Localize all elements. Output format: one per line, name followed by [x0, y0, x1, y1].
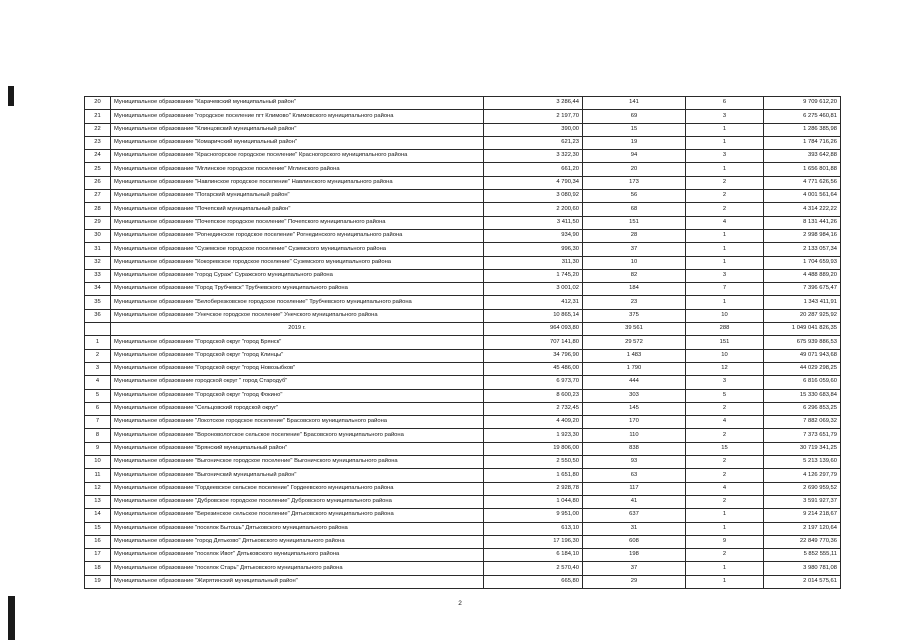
- area-value: 2 197,70: [484, 110, 583, 123]
- area-value: 10 865,14: [484, 309, 583, 322]
- table-row: [85, 376, 841, 389]
- population-value: 444: [583, 376, 686, 389]
- amount-value: 3 591 927,37: [764, 495, 841, 508]
- municipality-name: Муниципальное образование "Кокоревское городское поселение" Суземского муниципального района: [111, 256, 484, 269]
- population-value: 56: [583, 190, 686, 203]
- count-value: 3: [686, 376, 764, 389]
- row-number: 33: [85, 269, 111, 282]
- document-sheet: [84, 96, 840, 589]
- table-row: [85, 522, 841, 535]
- population-value: 28: [583, 229, 686, 242]
- row-number: 10: [85, 456, 111, 469]
- count-value: 5: [686, 389, 764, 402]
- amount-value: 393 642,88: [764, 150, 841, 163]
- population-value: 145: [583, 402, 686, 415]
- area-value: 3 322,30: [484, 150, 583, 163]
- row-number: 36: [85, 309, 111, 322]
- table-row: [85, 336, 841, 349]
- amount-value: 30 719 341,25: [764, 442, 841, 455]
- table-row: [85, 256, 841, 269]
- population-value: 173: [583, 176, 686, 189]
- amount-value: 4 001 561,64: [764, 190, 841, 203]
- area-value: 3 286,44: [484, 97, 583, 110]
- amount-value: 9 709 612,20: [764, 97, 841, 110]
- population-value: 151: [583, 216, 686, 229]
- amount-value: 1 704 659,93: [764, 256, 841, 269]
- municipality-name: Муниципальное образование "Белоберезковское городское поселение" Трубчевского муниципального района: [111, 296, 484, 309]
- population-value: 37: [583, 562, 686, 575]
- count-value: 4: [686, 482, 764, 495]
- page-number: 2: [458, 600, 462, 607]
- area-value: 45 486,00: [484, 362, 583, 375]
- municipality-name: Муниципальное образование "Городской округ "город Фокино": [111, 389, 484, 402]
- count-value: 1: [686, 136, 764, 149]
- table-row: [85, 229, 841, 242]
- row-number: 22: [85, 123, 111, 136]
- population-value: 838: [583, 442, 686, 455]
- count-value: 7: [686, 283, 764, 296]
- area-value: 390,00: [484, 123, 583, 136]
- municipality-table: [84, 96, 841, 589]
- row-number: 21: [85, 110, 111, 123]
- table-row: [85, 296, 841, 309]
- municipality-name: Муниципальное образование "Красногорское городское поселение" Красногорского муниципального района: [111, 150, 484, 163]
- population-value: 170: [583, 416, 686, 429]
- table-row: [85, 535, 841, 548]
- row-number: 4: [85, 376, 111, 389]
- area-value: 613,10: [484, 522, 583, 535]
- population-value: 29 572: [583, 336, 686, 349]
- amount-value: 5 213 139,60: [764, 456, 841, 469]
- count-value: 10: [686, 309, 764, 322]
- row-number: 11: [85, 469, 111, 482]
- count-value: 1: [686, 123, 764, 136]
- amount-value: 1 343 411,91: [764, 296, 841, 309]
- table-row: [85, 110, 841, 123]
- area-value: 9 951,00: [484, 509, 583, 522]
- count-value: 1: [686, 243, 764, 256]
- row-number: 25: [85, 163, 111, 176]
- population-value: 10: [583, 256, 686, 269]
- count-value: 15: [686, 442, 764, 455]
- area-value: 2 200,60: [484, 203, 583, 216]
- area-value: 8 600,23: [484, 389, 583, 402]
- table-row: [85, 416, 841, 429]
- row-number: 28: [85, 203, 111, 216]
- population-value: 375: [583, 309, 686, 322]
- row-number: 8: [85, 429, 111, 442]
- municipality-name: Муниципальное образование "Рогнединское городское поселение" Рогнединского муниципального района: [111, 229, 484, 242]
- amount-value: 6 816 059,60: [764, 376, 841, 389]
- row-number: 20: [85, 97, 111, 110]
- row-number: 35: [85, 296, 111, 309]
- area-value: 996,30: [484, 243, 583, 256]
- table-row: [85, 575, 841, 588]
- area-value: 311,30: [484, 256, 583, 269]
- count-value: 9: [686, 535, 764, 548]
- table-row: [85, 283, 841, 296]
- population-value: 608: [583, 535, 686, 548]
- population-value: 93: [583, 456, 686, 469]
- population-value: 637: [583, 509, 686, 522]
- amount-value: 3 980 781,08: [764, 562, 841, 575]
- count-value: 2: [686, 176, 764, 189]
- population-value: 19: [583, 136, 686, 149]
- count-value: 1: [686, 229, 764, 242]
- table-row: [85, 362, 841, 375]
- row-number: 6: [85, 402, 111, 415]
- row-number: 2: [85, 349, 111, 362]
- table-row: [85, 243, 841, 256]
- row-number: 3: [85, 362, 111, 375]
- row-number: 18: [85, 562, 111, 575]
- municipality-name: Муниципальное образование "Погарский муниципальный район": [111, 190, 484, 203]
- table-row: [85, 136, 841, 149]
- population-value: 141: [583, 97, 686, 110]
- count-value: 3: [686, 110, 764, 123]
- area-value: 665,80: [484, 575, 583, 588]
- count-value: 3: [686, 269, 764, 282]
- population-value: 184: [583, 283, 686, 296]
- municipality-name: Муниципальное образование "город Сураж" Суражского муниципального района: [111, 269, 484, 282]
- municipality-name: Муниципальное образование "Березинское сельское поселение" Дятьковского муниципального района: [111, 509, 484, 522]
- row-number: [85, 323, 111, 336]
- count-value: 3: [686, 150, 764, 163]
- population-value: 82: [583, 269, 686, 282]
- count-value: 2: [686, 203, 764, 216]
- area-value: 17 196,30: [484, 535, 583, 548]
- amount-value: 2 133 057,34: [764, 243, 841, 256]
- municipality-name: Муниципальное образование "Карачевский муниципальный район": [111, 97, 484, 110]
- count-value: 2: [686, 495, 764, 508]
- row-number: 31: [85, 243, 111, 256]
- population-value: 37: [583, 243, 686, 256]
- population-value: 41: [583, 495, 686, 508]
- municipality-name: Муниципальное образование "Навлинское городское поселение" Навлинского муниципального района: [111, 176, 484, 189]
- amount-value: 4 126 297,79: [764, 469, 841, 482]
- area-value: 19 806,00: [484, 442, 583, 455]
- municipality-name: 2019 г.: [111, 323, 484, 336]
- municipality-name: Муниципальное образование "город Дятьково" Дятьковского муниципального района: [111, 535, 484, 548]
- row-number: 27: [85, 190, 111, 203]
- population-value: 29: [583, 575, 686, 588]
- count-value: 1: [686, 522, 764, 535]
- amount-value: 9 214 218,67: [764, 509, 841, 522]
- municipality-name: Муниципальное образование "Выгоничский муниципальный район": [111, 469, 484, 482]
- count-value: 12: [686, 362, 764, 375]
- area-value: 4 409,20: [484, 416, 583, 429]
- table-row: [85, 429, 841, 442]
- count-value: 2: [686, 429, 764, 442]
- amount-value: 49 071 943,68: [764, 349, 841, 362]
- area-value: 4 790,34: [484, 176, 583, 189]
- amount-value: 15 330 683,84: [764, 389, 841, 402]
- row-number: 30: [85, 229, 111, 242]
- table-row: [85, 309, 841, 322]
- amount-value: 7 396 675,47: [764, 283, 841, 296]
- scan-edge-mark: [8, 86, 14, 106]
- count-value: 1: [686, 562, 764, 575]
- municipality-name: Муниципальное образование "Дубровское городское поселение" Дубровского муниципального района: [111, 495, 484, 508]
- row-number: 34: [85, 283, 111, 296]
- amount-value: 675 939 886,53: [764, 336, 841, 349]
- table-row: [85, 509, 841, 522]
- count-value: 1: [686, 509, 764, 522]
- municipality-name: Муниципальное образование "Мглинское городское поселение" Мглинского района: [111, 163, 484, 176]
- row-number: 23: [85, 136, 111, 149]
- population-value: 69: [583, 110, 686, 123]
- count-value: 10: [686, 349, 764, 362]
- amount-value: 8 131 441,26: [764, 216, 841, 229]
- amount-value: 5 852 555,11: [764, 549, 841, 562]
- table-row: [85, 469, 841, 482]
- row-number: 19: [85, 575, 111, 588]
- area-value: 2 928,78: [484, 482, 583, 495]
- amount-value: 1 049 041 826,35: [764, 323, 841, 336]
- municipality-name: Муниципальное образование "Город Трубчевск" Трубчевского муниципального района: [111, 283, 484, 296]
- area-value: 707 141,80: [484, 336, 583, 349]
- row-number: 9: [85, 442, 111, 455]
- count-value: 2: [686, 469, 764, 482]
- count-value: 6: [686, 97, 764, 110]
- amount-value: 1 784 716,26: [764, 136, 841, 149]
- municipality-name: Муниципальное образование "Выгоничское городское поселение" Выгоничского муниципального района: [111, 456, 484, 469]
- area-value: 2 570,40: [484, 562, 583, 575]
- municipality-name: Муниципальное образование "Брянский муниципальный район": [111, 442, 484, 455]
- table-row: [85, 495, 841, 508]
- count-value: 288: [686, 323, 764, 336]
- amount-value: 2 998 984,16: [764, 229, 841, 242]
- municipality-name: Муниципальное образование "Почепский муниципальный район": [111, 203, 484, 216]
- amount-value: 7 882 069,32: [764, 416, 841, 429]
- population-value: 198: [583, 549, 686, 562]
- municipality-name: Муниципальное образование "Городской округ "город Брянск": [111, 336, 484, 349]
- table-row: [85, 269, 841, 282]
- amount-value: 20 287 925,92: [764, 309, 841, 322]
- count-value: 4: [686, 216, 764, 229]
- row-number: 7: [85, 416, 111, 429]
- row-number: 1: [85, 336, 111, 349]
- municipality-name: Муниципальное образование "Вороновологское сельское поселение" Брасовского муниципального района: [111, 429, 484, 442]
- amount-value: 2 690 959,52: [764, 482, 841, 495]
- amount-value: 6 275 460,81: [764, 110, 841, 123]
- population-value: 110: [583, 429, 686, 442]
- area-value: 1 044,80: [484, 495, 583, 508]
- municipality-name: Муниципальное образование "Сельцовский городской округ": [111, 402, 484, 415]
- table-body: [85, 97, 841, 589]
- table-row: [85, 482, 841, 495]
- municipality-name: Муниципальное образование "Локотское городское поселение" Брасовского муниципального района: [111, 416, 484, 429]
- municipality-name: Муниципальное образование "Унечское городское поселение" Унечского муниципального района: [111, 309, 484, 322]
- area-value: 3 411,50: [484, 216, 583, 229]
- municipality-name: Муниципальное образование "Почепское городское поселение" Почепского муниципального района: [111, 216, 484, 229]
- amount-value: 44 029 298,25: [764, 362, 841, 375]
- table-row: [85, 389, 841, 402]
- population-value: 31: [583, 522, 686, 535]
- population-value: 15: [583, 123, 686, 136]
- area-value: 621,23: [484, 136, 583, 149]
- municipality-name: Муниципальное образование "поселок Ивот" Дятьковского муниципального района: [111, 549, 484, 562]
- municipality-name: Муниципальное образование городской округ " город Стародуб": [111, 376, 484, 389]
- scan-edge-mark-bottom: [8, 596, 15, 640]
- area-value: 3 001,02: [484, 283, 583, 296]
- area-value: 3 080,92: [484, 190, 583, 203]
- row-number: 26: [85, 176, 111, 189]
- row-number: 16: [85, 535, 111, 548]
- count-value: 2: [686, 402, 764, 415]
- area-value: 412,31: [484, 296, 583, 309]
- area-value: 964 093,80: [484, 323, 583, 336]
- table-row: [85, 163, 841, 176]
- municipality-name: Муниципальное образование "поселок Старь" Дятьковского муниципального района: [111, 562, 484, 575]
- row-number: 15: [85, 522, 111, 535]
- count-value: 1: [686, 256, 764, 269]
- area-value: 934,90: [484, 229, 583, 242]
- row-number: 32: [85, 256, 111, 269]
- population-value: 94: [583, 150, 686, 163]
- row-number: 5: [85, 389, 111, 402]
- area-value: 1 745,20: [484, 269, 583, 282]
- population-value: 23: [583, 296, 686, 309]
- count-value: 2: [686, 190, 764, 203]
- amount-value: 7 373 651,79: [764, 429, 841, 442]
- row-number: 12: [85, 482, 111, 495]
- amount-value: 6 296 853,25: [764, 402, 841, 415]
- table-row: [85, 123, 841, 136]
- municipality-name: Муниципальное образование "Городской округ "город Новозыбков": [111, 362, 484, 375]
- population-value: 303: [583, 389, 686, 402]
- amount-value: 1 656 801,88: [764, 163, 841, 176]
- population-value: 1 790: [583, 362, 686, 375]
- area-value: 6 973,70: [484, 376, 583, 389]
- area-value: 661,20: [484, 163, 583, 176]
- amount-value: 2 014 575,61: [764, 575, 841, 588]
- population-value: 20: [583, 163, 686, 176]
- row-number: 14: [85, 509, 111, 522]
- population-value: 39 561: [583, 323, 686, 336]
- area-value: 2 550,50: [484, 456, 583, 469]
- count-value: 4: [686, 416, 764, 429]
- count-value: 1: [686, 296, 764, 309]
- population-value: 68: [583, 203, 686, 216]
- table-row: [85, 190, 841, 203]
- row-number: 29: [85, 216, 111, 229]
- table-row: [85, 216, 841, 229]
- subtotal-row: [85, 323, 841, 336]
- amount-value: 4 488 889,20: [764, 269, 841, 282]
- amount-value: 4 771 626,56: [764, 176, 841, 189]
- row-number: 13: [85, 495, 111, 508]
- municipality-name: Муниципальное образование "поселок Бытошь" Дятьковского муниципального района: [111, 522, 484, 535]
- amount-value: 1 286 385,98: [764, 123, 841, 136]
- row-number: 17: [85, 549, 111, 562]
- area-value: 2 732,45: [484, 402, 583, 415]
- population-value: 63: [583, 469, 686, 482]
- area-value: 6 184,10: [484, 549, 583, 562]
- municipality-name: Муниципальное образование "Городской округ "город Клинцы": [111, 349, 484, 362]
- municipality-name: Муниципальное образование "Жирятинский муниципальный район": [111, 575, 484, 588]
- count-value: 2: [686, 456, 764, 469]
- count-value: 151: [686, 336, 764, 349]
- municipality-name: Муниципальное образование "Клинцовский муниципальный район": [111, 123, 484, 136]
- count-value: 2: [686, 549, 764, 562]
- count-value: 1: [686, 575, 764, 588]
- table-row: [85, 150, 841, 163]
- table-row: [85, 549, 841, 562]
- amount-value: 2 197 120,64: [764, 522, 841, 535]
- area-value: 1 651,80: [484, 469, 583, 482]
- area-value: 34 796,90: [484, 349, 583, 362]
- municipality-name: Муниципальное образование "городское поселение пгт Климово" Климовского муниципального района: [111, 110, 484, 123]
- amount-value: 22 849 770,36: [764, 535, 841, 548]
- table-row: [85, 176, 841, 189]
- municipality-name: Муниципальное образование "Комаричский муниципальный район": [111, 136, 484, 149]
- row-number: 24: [85, 150, 111, 163]
- count-value: 1: [686, 163, 764, 176]
- table-row: [85, 349, 841, 362]
- table-row: [85, 562, 841, 575]
- table-row: [85, 203, 841, 216]
- municipality-name: Муниципальное образование "Гордеевское сельское поселение" Гордеевского муниципального района: [111, 482, 484, 495]
- population-value: 117: [583, 482, 686, 495]
- table-row: [85, 402, 841, 415]
- area-value: 1 923,30: [484, 429, 583, 442]
- table-row: [85, 456, 841, 469]
- municipality-name: Муниципальное образование "Суземское городское поселение" Суземского муниципального района: [111, 243, 484, 256]
- amount-value: 4 314 222,22: [764, 203, 841, 216]
- table-row: [85, 97, 841, 110]
- population-value: 1 483: [583, 349, 686, 362]
- table-row: [85, 442, 841, 455]
